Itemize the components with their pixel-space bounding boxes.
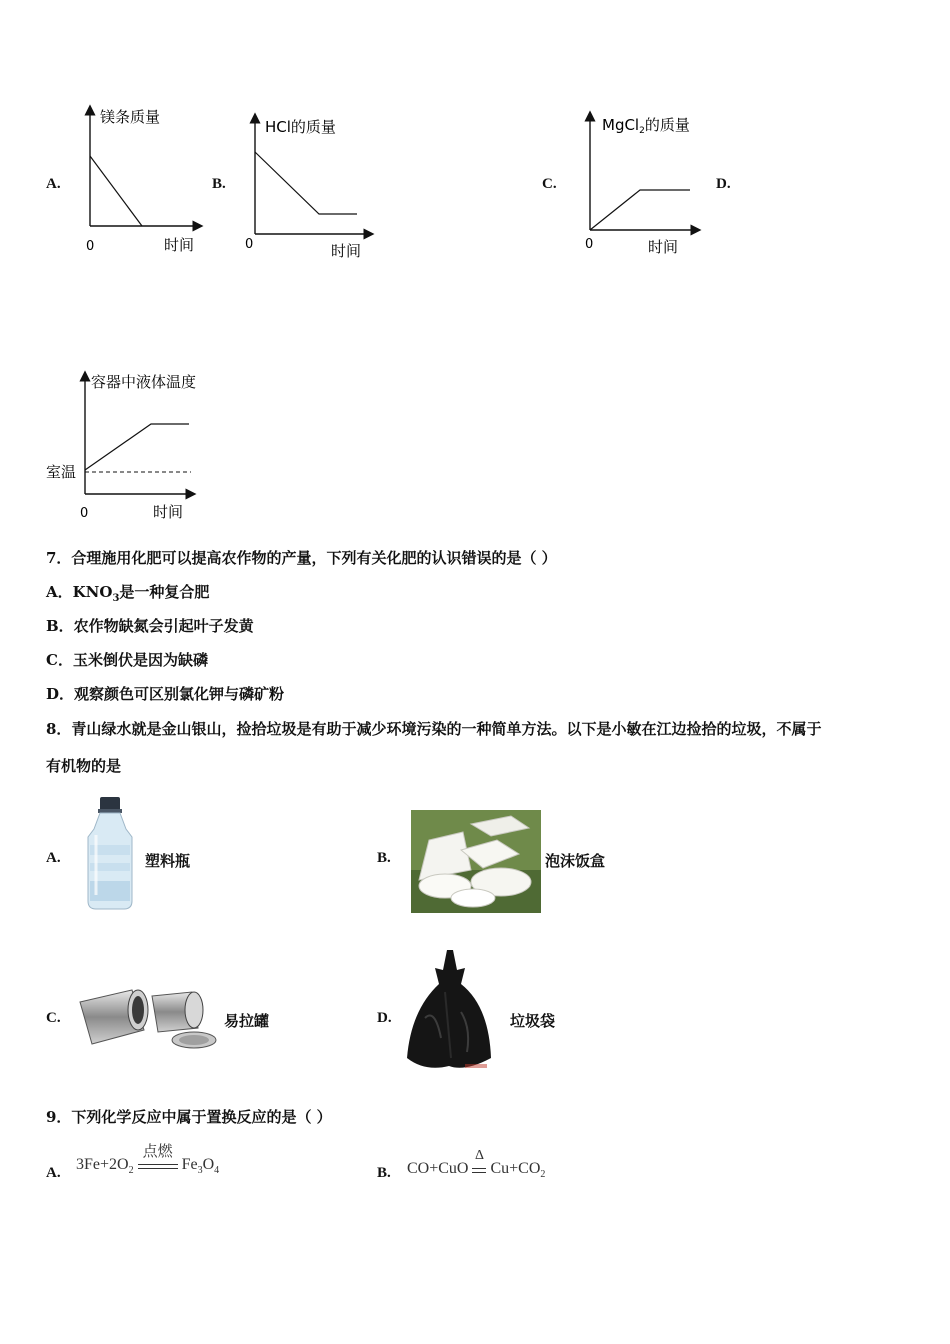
curve <box>590 190 690 230</box>
q8-option-b-label[interactable]: B. <box>377 850 391 866</box>
q6-option-c-label[interactable]: C. <box>542 176 557 192</box>
q8-option-c-caption: 易拉罐 <box>224 1012 270 1030</box>
q6-graph-a <box>70 100 210 260</box>
foam-lunchbox-image[interactable] <box>411 810 541 913</box>
x-axis-label: 时间 <box>164 236 195 254</box>
q9-option-b-label[interactable]: B. <box>377 1165 391 1181</box>
q6-graph-c <box>570 108 720 268</box>
q6-option-a-label[interactable]: A. <box>46 176 61 192</box>
x-axis-label: 时间 <box>331 242 362 260</box>
q9-option-a-equation[interactable]: $3Fe+2O_2$ 点燃 $Fe_3O_4$ <box>76 1141 220 1177</box>
garbage-bag-image[interactable] <box>405 948 495 1073</box>
origin-label: 0 <box>585 237 594 252</box>
q8-stem-line2: 有机物的是 <box>46 757 122 775</box>
q7-option-b[interactable]: B．农作物缺氮会引起叶子发黄 <box>46 617 254 635</box>
origin-label: 0 <box>86 239 95 254</box>
q7-option-c[interactable]: C．玉米倒伏是因为缺磷 <box>46 651 208 669</box>
q6-option-d-label[interactable]: D. <box>716 176 731 192</box>
cans-image[interactable] <box>74 982 219 1052</box>
q9-stem: 9．下列化学反应中属于置换反应的是（ ） <box>46 1108 332 1126</box>
q6-graph-b <box>235 108 385 268</box>
q9-option-b-equation[interactable]: CO+CuO Δ $Cu+CO_2$ <box>407 1147 546 1181</box>
y-axis-label: MgCl$_2$的质量 <box>602 116 690 136</box>
q8-option-d-caption: 垃圾袋 <box>510 1012 556 1030</box>
q9-option-a-label[interactable]: A. <box>46 1165 61 1181</box>
reaction-condition: 点燃 <box>138 1162 178 1169</box>
x-axis-label: 时间 <box>648 238 679 256</box>
q8-stem-line1: 8．青山绿水就是金山银山，捡拾垃圾是有助于减少环境污染的一种简单方法。以下是小敏在江边捡拾的垃圾，不属于 <box>46 720 822 738</box>
reaction-condition: Δ <box>472 1166 486 1173</box>
q7-stem: 7．合理施用化肥可以提高农作物的产量，下列有关化肥的认识错误的是（ ） <box>46 549 557 567</box>
q8-option-a-caption: 塑料瓶 <box>145 852 191 870</box>
y-axis-label: 容器中液体温度 <box>91 373 197 391</box>
q6-graph-d <box>45 368 235 528</box>
plastic-bottle-image[interactable] <box>78 795 142 913</box>
q8-option-b-caption: 泡沫饭盒 <box>545 852 606 870</box>
q8-option-c-label[interactable]: C. <box>46 1010 61 1026</box>
origin-label: 0 <box>245 237 254 252</box>
room-temp-label: 室温 <box>46 463 77 481</box>
y-axis-label: HCl的质量 <box>265 118 336 136</box>
q7-option-a[interactable]: A．$KNO_3$是一种复合肥 <box>46 583 210 604</box>
x-axis-label: 时间 <box>153 503 184 521</box>
q7-option-d[interactable]: D．观察颜色可区别氯化钾与磷矿粉 <box>46 685 285 703</box>
q6-option-b-label[interactable]: B. <box>212 176 226 192</box>
q8-option-d-label[interactable]: D. <box>377 1010 392 1026</box>
q8-option-a-label[interactable]: A. <box>46 850 61 866</box>
curve <box>90 156 142 226</box>
origin-label: 0 <box>80 506 89 521</box>
curve <box>85 424 189 470</box>
curve <box>255 152 357 214</box>
y-axis-label: 镁条质量 <box>100 108 161 126</box>
